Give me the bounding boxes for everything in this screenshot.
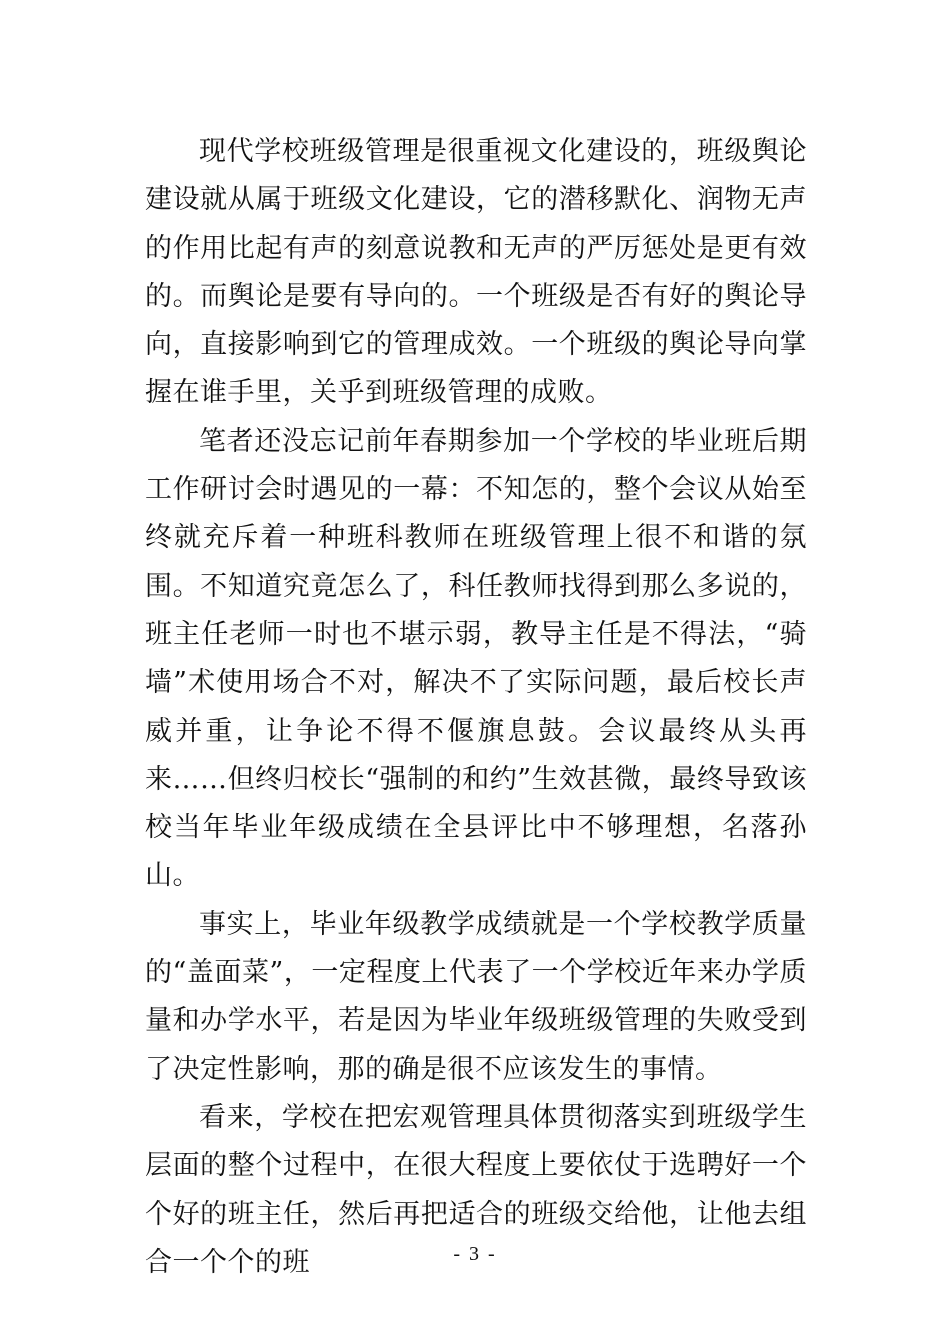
paragraph-1: 现代学校班级管理是很重视文化建设的，班级舆论建设就从属于班级文化建设，它的潜移默化、润物无声的作用比起有声的刻意说教和无声的严厉惩处是更有效的。而舆论是要有导向的。一个班级是否有好的舆论导向，直接影响到它的管理成效。一个班级的舆论导向掌握在谁手里，关乎到班级管理的成败。: [145, 136, 807, 409]
paragraph-4: 看来，学校在把宏观管理具体贯彻落实到班级学生层面的整个过程中，在很大程度上要依仗于选聘好一个个好的班主任，然后再把适合的班级交给他，让他去组合一个个的班: [145, 1101, 807, 1278]
paragraph-3: 事实上，毕业年级教学成绩就是一个学校教学质量的“盖面菜”，一定程度上代表了一个学校近年来办学质量和办学水平，若是因为毕业年级班级管理的失败受到了决定性影响，那的确是很不应该发生的事情。: [145, 908, 807, 1085]
page-number: - 3 -: [453, 1243, 497, 1265]
paragraph-2: 笔者还没忘记前年春期参加一个学校的毕业班后期工作研讨会时遇见的一幕：不知怎的，整个会议从始至终就充斥着一种班科教师在班级管理上很不和谐的氛围。不知道究竟怎么了，科任教师找得到那么多说的，班主任老师一时也不堪示弱，教导主任是不得法，“骑墙”术使用场合不对，解决不了实际问题，最后校长声威并重，让争论不得不偃旗息鼓。会议最终从头再来……但终归校长“强制的和约”生效甚微，最终导致该校当年毕业年级成绩在全县评比中不够理想，名落孙山。: [145, 425, 807, 892]
body-text: [145, 128, 807, 1287]
